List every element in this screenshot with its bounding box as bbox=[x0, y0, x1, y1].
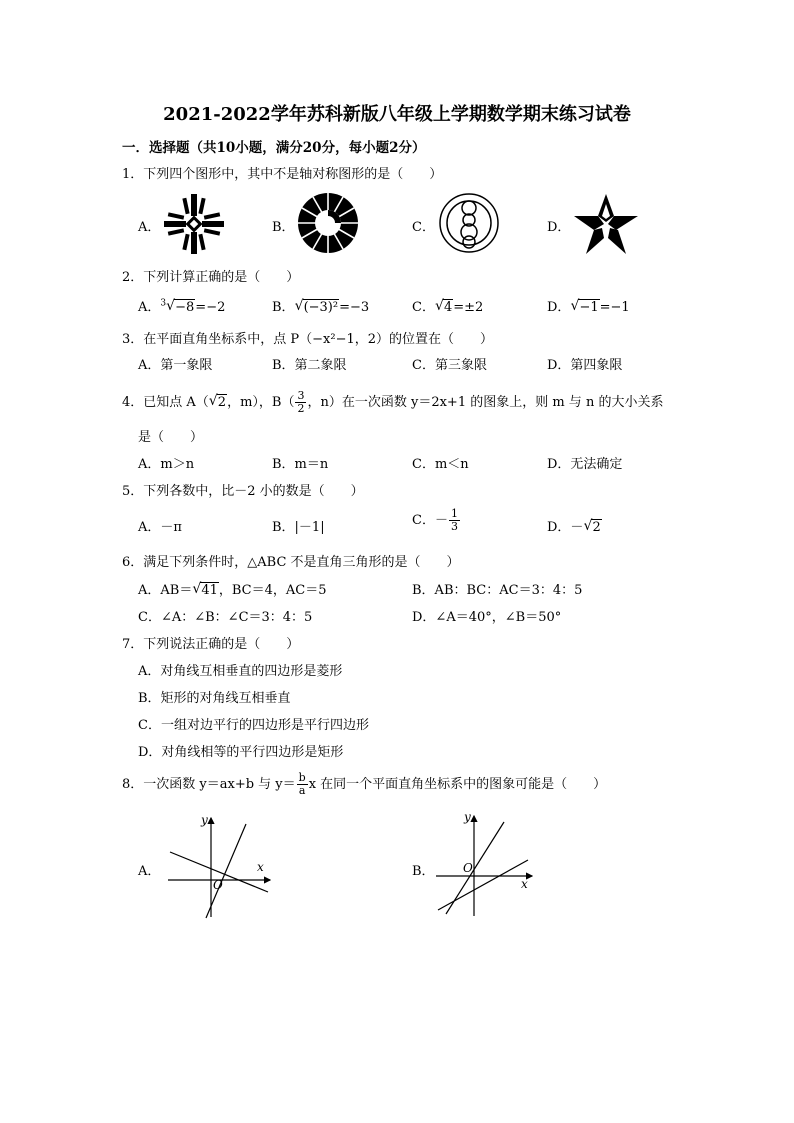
q1-figure-b bbox=[297, 192, 359, 254]
q8-stem bbox=[122, 772, 606, 797]
q6-option-a bbox=[138, 579, 327, 598]
radical-icon: √ bbox=[166, 298, 176, 314]
q4-sqrt-radicand: 2 bbox=[217, 395, 227, 410]
q4-stem-pre: 4．已知点 A（ bbox=[122, 395, 209, 410]
q4-option-c: C．m＜n bbox=[412, 457, 469, 472]
q5-stem: 5．下列各数中，比－2 小的数是（ ） bbox=[122, 484, 364, 499]
q6-a-pre: A．AB＝ bbox=[138, 583, 193, 598]
q4-option-a: A．m＞n bbox=[138, 457, 195, 472]
q8-stem-post: x 在同一个平面直角坐标系中的图象可能是（ ） bbox=[308, 777, 607, 792]
q2-d-rest: =−1 bbox=[599, 300, 630, 315]
q8a-axis-y-label: y bbox=[201, 813, 208, 827]
q2-b-label: B． bbox=[272, 300, 295, 315]
q1-stem: 1．下列四个图形中，其中不是轴对称图形的是（ ） bbox=[122, 167, 443, 182]
q2-a-radicand: −8 bbox=[175, 300, 195, 315]
q2-b-sqrt bbox=[295, 300, 340, 315]
q8-graph-b bbox=[432, 808, 542, 920]
q2-c-rest: =±2 bbox=[453, 300, 484, 315]
q5-d-radicand: 2 bbox=[592, 520, 601, 535]
q2-c-sqrt bbox=[435, 300, 453, 315]
q6-option-d: D．∠A＝40°，∠B＝50° bbox=[412, 610, 562, 625]
q2-a-sqrt bbox=[166, 300, 195, 315]
q3-option-d: D．第四象限 bbox=[547, 358, 623, 373]
q1-figure-d bbox=[572, 192, 640, 256]
q7-option-d: D．对角线相等的平行四边形是矩形 bbox=[138, 745, 344, 760]
q1-label-a: A． bbox=[138, 220, 161, 235]
q2-option-c bbox=[412, 296, 483, 315]
radical-icon: √ bbox=[294, 298, 304, 314]
q8-label-a: A． bbox=[138, 864, 161, 879]
q4-fraction bbox=[295, 390, 306, 415]
q4-stem-post: ，n）在一次函数 y＝2x+1 的图象上，则 m 与 n 的大小关系 bbox=[307, 395, 664, 410]
q5-option-a: A．－π bbox=[138, 520, 182, 535]
radical-icon: √ bbox=[583, 518, 593, 534]
q4-option-d: D．无法确定 bbox=[547, 457, 623, 472]
q6-a-sqrt bbox=[192, 583, 219, 598]
q8b-axis-y-label: y bbox=[464, 810, 471, 824]
q2-stem: 2．下列计算正确的是（ ） bbox=[122, 270, 300, 285]
q5-c-num: 1 bbox=[450, 507, 458, 520]
q7-option-b: B．矩形的对角线互相垂直 bbox=[138, 691, 291, 706]
q3-option-b: B．第二象限 bbox=[272, 358, 347, 373]
page-title: 2021-2022学年苏科新版八年级上学期数学期末练习试卷 bbox=[163, 104, 631, 125]
q6-a-post: ，BC＝4，AC＝5 bbox=[218, 583, 327, 598]
q2-a-rest: =−2 bbox=[195, 300, 226, 315]
q5-c-den: 3 bbox=[450, 520, 458, 533]
q1-label-b: B． bbox=[272, 220, 295, 235]
q2-c-label: C． bbox=[412, 300, 435, 315]
q1-label-d: D． bbox=[547, 220, 571, 235]
q2-a-label: A． bbox=[138, 300, 161, 315]
q5-option-b: B．|－1| bbox=[272, 520, 325, 535]
q1-label-c: C． bbox=[412, 220, 435, 235]
q1-figure-c bbox=[438, 192, 500, 254]
q5-d-label: D．－ bbox=[547, 520, 584, 535]
q2-d-radicand: −1 bbox=[579, 300, 599, 315]
q8-frac-num: b bbox=[298, 771, 306, 784]
radical-icon: √ bbox=[192, 581, 202, 597]
q8-stem-pre: 8．一次函数 y＝ax+b 与 y＝ bbox=[122, 777, 296, 792]
q2-option-d bbox=[547, 296, 630, 315]
q8b-origin-label: O bbox=[463, 861, 473, 875]
q6-stem: 6．满足下列条件时，△ABC 不是直角三角形的是（ ） bbox=[122, 555, 460, 570]
q8a-axis-x-label: x bbox=[257, 860, 264, 874]
q7-option-a: A．对角线互相垂直的四边形是菱形 bbox=[138, 664, 343, 679]
q3-stem: 3．在平面直角坐标系中，点 P（−x²−1，2）的位置在（ ） bbox=[122, 332, 494, 347]
q7-stem: 7．下列说法正确的是（ ） bbox=[122, 637, 300, 652]
q6-option-c: C．∠A：∠B：∠C＝3：4：5 bbox=[138, 610, 313, 625]
radical-icon: √ bbox=[434, 298, 444, 314]
q5-c-fraction bbox=[449, 508, 460, 533]
q1-figure-a bbox=[162, 192, 226, 256]
q2-b-radicand: (−3)² bbox=[303, 300, 339, 315]
q4-stem bbox=[122, 390, 663, 415]
q4-frac-num: 3 bbox=[297, 389, 305, 402]
q4-sqrt bbox=[209, 395, 227, 410]
q2-option-a bbox=[138, 296, 225, 315]
q7-option-c: C．一组对边平行的四边形是平行四边形 bbox=[138, 718, 369, 733]
q8-label-b: B． bbox=[412, 864, 435, 879]
q4-option-b: B．m＝n bbox=[272, 457, 329, 472]
q5-d-sqrt bbox=[583, 520, 601, 535]
q2-c-radicand: 4 bbox=[443, 300, 453, 315]
radical-icon: √ bbox=[570, 298, 580, 314]
q2-d-sqrt bbox=[570, 300, 599, 315]
q2-a-index: 3 bbox=[160, 298, 167, 309]
radical-icon: √ bbox=[208, 393, 218, 409]
q2-d-label: D． bbox=[547, 300, 571, 315]
q8-frac-den: a bbox=[298, 784, 306, 797]
q3-option-a: A．第一象限 bbox=[138, 358, 213, 373]
q4-frac-den: 2 bbox=[297, 402, 305, 415]
q2-b-rest: =−3 bbox=[339, 300, 370, 315]
q2-option-b bbox=[272, 296, 369, 315]
q6-option-b: B．AB：BC：AC＝3：4：5 bbox=[412, 583, 583, 598]
q8b-axis-x-label: x bbox=[521, 877, 528, 891]
q8-fraction bbox=[297, 772, 308, 797]
q4-stem-mid: ，m），B（ bbox=[227, 395, 295, 410]
q5-option-c bbox=[412, 508, 461, 533]
section-heading: 一．选择题（共10小题，满分20分，每小题2分） bbox=[122, 140, 426, 156]
q8a-origin-label: O bbox=[213, 878, 223, 892]
q5-option-d bbox=[547, 516, 602, 535]
q6-a-radicand: 41 bbox=[201, 583, 218, 598]
q4-stem-line2: 是（ ） bbox=[138, 430, 204, 445]
q5-c-label: C．－ bbox=[412, 513, 448, 528]
q3-option-c: C．第三象限 bbox=[412, 358, 487, 373]
